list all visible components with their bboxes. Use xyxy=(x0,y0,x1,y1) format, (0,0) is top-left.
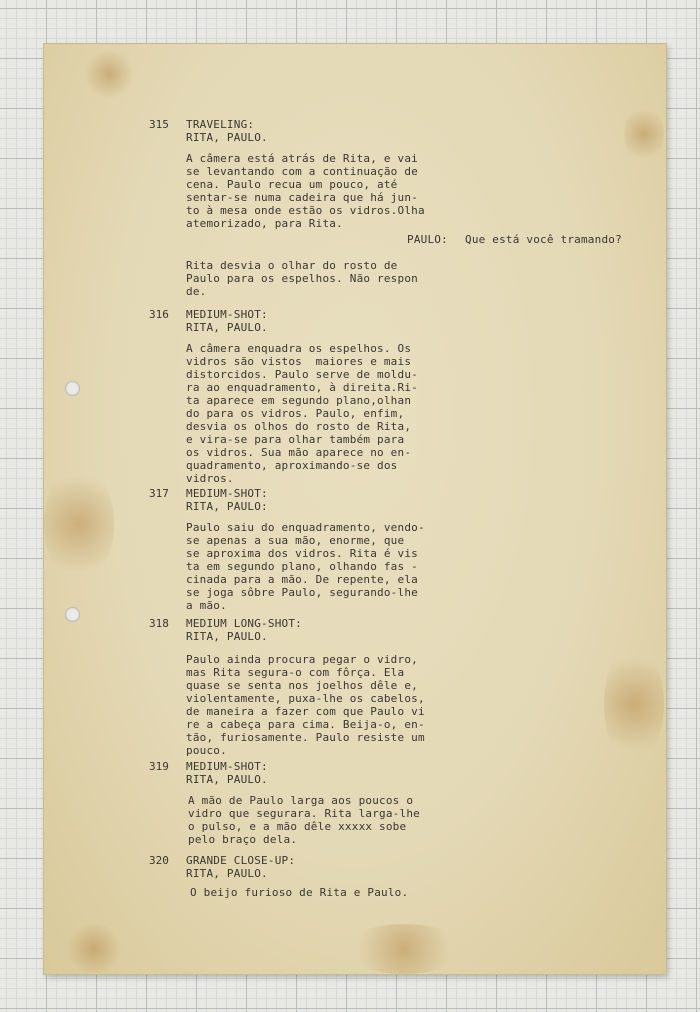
water-stain xyxy=(44,464,114,584)
punch-hole xyxy=(65,381,80,396)
description-line: a mão. xyxy=(186,599,227,612)
description-line: se apenas a sua mão, enorme, que xyxy=(186,534,405,547)
description-line: se aproxima dos vidros. Rita é vis xyxy=(186,547,418,560)
shot-heading: MEDIUM LONG-SHOT: xyxy=(186,617,302,630)
description-line: de. xyxy=(186,285,207,298)
description-line: ta em segundo plano, olhando fas - xyxy=(186,560,418,573)
description-line: se levantando com a continuação de xyxy=(186,165,418,178)
description-line: re a cabeça para cima. Beija-o, en- xyxy=(186,718,425,731)
description-line: mas Rita segura-o com fôrça. Ela xyxy=(186,666,405,679)
description-line: Paulo para os espelhos. Não respon xyxy=(186,272,418,285)
description-line: se joga sôbre Paulo, segurando-lhe xyxy=(186,586,418,599)
description-line: to à mesa onde estão os vidros.Olha xyxy=(186,204,425,217)
description-line: vidro que segurara. Rita larga-lhe xyxy=(188,807,420,820)
description-line: os vidros. Sua mão aparece no en- xyxy=(186,446,412,459)
description-line: sentar-se numa cadeira que há jun- xyxy=(186,191,418,204)
description-line: atemorizado, para Rita. xyxy=(186,217,343,230)
description-line: e vira-se para olhar também para xyxy=(186,433,405,446)
description-line: vidros. xyxy=(186,472,234,485)
description-line: cinada para a mão. De repente, ela xyxy=(186,573,418,586)
description-line: Paulo ainda procura pegar o vidro, xyxy=(186,653,418,666)
characters-line: RITA, PAULO. xyxy=(186,321,268,334)
scene-number: 315 xyxy=(149,118,169,131)
scene-number: 319 xyxy=(149,760,169,773)
scene-number: 317 xyxy=(149,487,169,500)
description-line: de maneira a fazer com que Paulo vi xyxy=(186,705,425,718)
description-line: do para os vidros. Paulo, enfim, xyxy=(186,407,405,420)
description-line: Rita desvia o olhar do rosto de xyxy=(186,259,398,272)
characters-line: RITA, PAULO. xyxy=(186,867,268,880)
description-line: quadramento, aproximando-se dos xyxy=(186,459,398,472)
description-line: vidros são vistos maiores e mais xyxy=(186,355,412,368)
water-stain xyxy=(64,924,124,974)
scene-number: 320 xyxy=(149,854,169,867)
description-line: pelo braço dela. xyxy=(188,833,298,846)
description-line: ta aparece em segundo plano,olhan xyxy=(186,394,412,407)
dialogue-speaker: PAULO: xyxy=(407,233,448,246)
description-line: A mão de Paulo larga aos poucos o xyxy=(188,794,414,807)
description-line: Paulo saiu do enquadramento, vendo- xyxy=(186,521,425,534)
water-stain xyxy=(604,644,664,764)
water-stain xyxy=(344,924,464,974)
description-line: cena. Paulo recua um pouco, até xyxy=(186,178,398,191)
description-line: distorcidos. Paulo serve de moldu- xyxy=(186,368,418,381)
shot-heading: MEDIUM-SHOT: xyxy=(186,487,268,500)
scene-number: 318 xyxy=(149,617,169,630)
description-line: O beijo furioso de Rita e Paulo. xyxy=(190,886,409,899)
shot-heading: MEDIUM-SHOT: xyxy=(186,760,268,773)
water-stain xyxy=(624,104,664,164)
description-line: ra ao enquadramento, à direita.Ri- xyxy=(186,381,418,394)
description-line: quase se senta nos joelhos dêle e, xyxy=(186,679,418,692)
description-line: violentamente, puxa-lhe os cabelos, xyxy=(186,692,425,705)
characters-line: RITA, PAULO. xyxy=(186,131,268,144)
water-stain xyxy=(84,49,134,99)
shot-heading: TRAVELING: xyxy=(186,118,255,131)
characters-line: RITA, PAULO. xyxy=(186,773,268,786)
description-line: o pulso, e a mão dêle xxxxx sobe xyxy=(188,820,407,833)
scene-number: 316 xyxy=(149,308,169,321)
punch-hole xyxy=(65,607,80,622)
characters-line: RITA, PAULO. xyxy=(186,630,268,643)
description-line: A câmera está atrás de Rita, e vai xyxy=(186,152,418,165)
shot-heading: GRANDE CLOSE-UP: xyxy=(186,854,296,867)
dialogue-line: Que está você tramando? xyxy=(465,233,622,246)
description-line: desvia os olhos do rosto de Rita, xyxy=(186,420,412,433)
description-line: A câmera enquadra os espelhos. Os xyxy=(186,342,412,355)
typewritten-script-page xyxy=(44,44,666,974)
characters-line: RITA, PAULO: xyxy=(186,500,268,513)
shot-heading: MEDIUM-SHOT: xyxy=(186,308,268,321)
description-line: tão, furiosamente. Paulo resiste um xyxy=(186,731,425,744)
description-line: pouco. xyxy=(186,744,227,757)
